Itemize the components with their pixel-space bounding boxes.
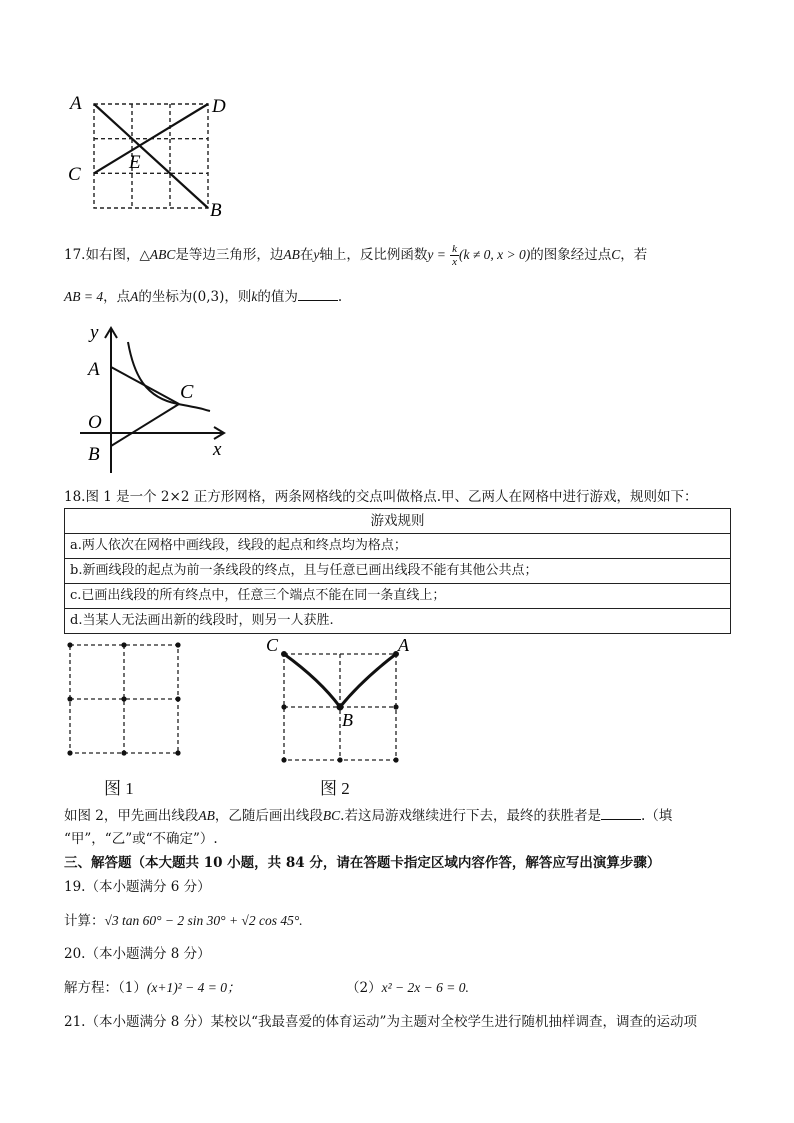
q17-axis: y (313, 247, 320, 262)
q17-length: AB = 4 (64, 289, 104, 304)
q17-text: 17.如右图，△ (64, 247, 150, 263)
q17-text: 轴上，反比例函数 (319, 247, 428, 263)
rule-d: d.当某人无法画出新的线段时，则另一人获胜. (65, 608, 730, 633)
q19-heading: 19.（本小题满分 6 分） (64, 879, 211, 895)
segment-ab: AB (198, 808, 215, 823)
game-rules-box (64, 508, 731, 634)
q17-text: 的坐标为 (138, 289, 193, 305)
q17-text: ，若 (620, 247, 648, 263)
section-3-heading: 三、解答题（本大题共 10 小题，共 84 分，请在答题卡指定区域内容作答，解答应写出演算步骤） (64, 855, 661, 871)
label-C: C (180, 381, 194, 403)
q18-intro: 18.图 1 是一个 2×2 正方形网格，两条网格线的交点叫做格点.甲、乙两人在网格中进行游戏，规则如下： (64, 489, 698, 505)
q17-text: 的图象经过点 (530, 247, 612, 263)
q17-point: A (130, 289, 139, 304)
q17-line-1 (64, 243, 647, 268)
q20-label: 解方程：（1） (64, 980, 147, 996)
q20-body (64, 979, 240, 997)
label-E: E (129, 152, 141, 173)
q20-heading: 20.（本小题满分 8 分） (64, 946, 211, 962)
segment-bc: BC (322, 808, 341, 823)
q17-condition: (k ≠ 0, x > 0) (459, 247, 531, 262)
q17-fraction (450, 243, 459, 268)
label-A: A (398, 635, 409, 655)
figure-17-graph (78, 318, 238, 478)
q17-point: C (611, 247, 621, 262)
figure-1-caption: 图 1 (104, 779, 134, 798)
label-A: A (88, 359, 100, 380)
q21-text: 21.（本小题满分 8 分）某校以“我最喜爱的体育运动”为主题对全校学生进行随机抽样调查，调查的运动项 (64, 1014, 697, 1030)
label-B: B (342, 710, 353, 730)
q17-side: AB (283, 247, 300, 262)
rules-title: 游戏规则 (370, 513, 425, 529)
fraction-denominator: x (452, 256, 458, 268)
q17-text: 在 (299, 247, 314, 263)
q18-text: 如图 2，甲先画出线段 (64, 808, 199, 824)
q20-equation-1: (x+1)² − 4 = 0； (146, 980, 241, 995)
q17-coordinate: (0,3) (192, 289, 225, 305)
q18-tail-1 (64, 805, 672, 825)
q19-label: 计算： (64, 913, 105, 929)
label-D: D (212, 96, 226, 117)
fraction-numerator: k (452, 243, 458, 255)
axis-y-label: y (90, 322, 99, 343)
q17-text: ，则 (224, 289, 252, 305)
q20-part-2 (346, 979, 469, 997)
figure-2-grid (262, 632, 412, 767)
q19-expression: √3 tan 60° − 2 sin 30° + √2 cos 45°. (104, 913, 303, 928)
rule-a: a.两人依次在网格中画线段，线段的起点和终点均为格点； (65, 533, 730, 558)
figure-2-caption: 图 2 (320, 779, 350, 798)
label-B: B (88, 444, 100, 465)
q17-text: 是等边三角形，边 (175, 247, 284, 263)
label-A: A (70, 93, 82, 114)
q17-line-2 (64, 286, 342, 306)
q18-text: ，乙随后画出线段 (214, 808, 323, 824)
q20-equation-2: x² − 2x − 6 = 0. (381, 980, 469, 995)
answer-blank (601, 805, 641, 820)
q17-k: k (251, 289, 258, 304)
label-B: B (210, 200, 222, 221)
answer-blank (298, 286, 338, 301)
label-O: O (88, 412, 102, 433)
q17-text: 的值为 (257, 289, 298, 305)
figure-1-grid (62, 638, 187, 763)
q17-triangle-name: ABC (149, 247, 176, 262)
q18-tail-2: “甲”，“乙”或“不确定”）. (64, 831, 218, 847)
figure-16-grid (60, 88, 250, 223)
axis-x-label: x (213, 439, 222, 460)
q19-body (64, 912, 303, 930)
q17-text: ，点 (103, 289, 131, 305)
rule-b: b.新画线段的起点为前一条线段的终点，且与任意已画出线段不能有其他公共点； (65, 558, 730, 583)
q17-func: y = (427, 247, 446, 262)
label-C: C (266, 635, 279, 655)
q17-text: . (337, 289, 343, 305)
q18-text: .若这局游戏继续进行下去，最终的获胜者是 (340, 808, 601, 824)
rule-c: c.已画出线段的所有终点中，任意三个端点不能在同一条直线上； (65, 583, 730, 608)
label-C: C (68, 164, 81, 185)
q20-label-2: （2） (346, 980, 382, 996)
q18-text: .（填 (640, 808, 673, 824)
